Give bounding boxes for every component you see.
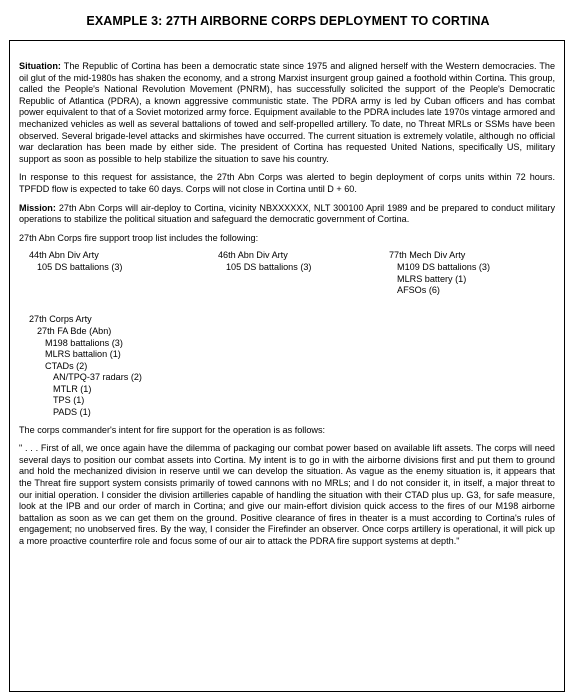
corps-artillery-list: [29, 314, 555, 418]
unit-item: 105 DS battalions (3): [226, 261, 312, 272]
unit-item: 105 DS battalions (3): [37, 261, 123, 272]
unit-name: 46th Abn Div Arty: [218, 250, 288, 261]
situation-paragraph: [19, 61, 555, 165]
div-46-unit: [218, 250, 311, 273]
response-paragraph: In response to this request for assistance, the 27th Abn Corps was alerted to begin deployment of corps units within 72 hours. TPFDD flow is expected to take 60 days. Corps will not close in Cortina until D + 60.: [19, 172, 555, 194]
page-title: EXAMPLE 3: 27TH AIRBORNE CORPS DEPLOYMENT TO CORTINA: [86, 14, 490, 28]
situation-text: The Republic of Cortina has been a democratic state since 1975 and aligned herself with the Western democracies. The oil glut of the mid-1980s has shaken the economy, and a strong Marxist insurgent group gained a foothold within Cortina. This group, called the People's National Revolution Movement (PNRM), has successfully solicited the support of the People's Democratic Republic of Atlantica (PDRA), a known aggressive communistic state. The PDRA army is led by Cuban officers and has combat power equivalent to that of a Soviet motorized army force. Equipment available to the PDRA includes late 1970s vintage armored and mechanized vehicles as well as several battalions of towed and self-propelled artillery. To date, no Threat MRLs or SSMs have been observed. Several brigade-level attacks and skirmishes have occurred. The current situation is extremely volatile, although no official war declaration has been made by either side. The president of Cortina has requested United Nations, specifically US, military support as soon as possible to help stabilize the situation to save his country.: [19, 61, 555, 164]
intent-intro: The corps commander's intent for fire support for the operation is as follows:: [19, 424, 326, 435]
division-artillery-list: [19, 250, 555, 310]
mission-text: 27th Abn Corps will air-deploy to Cortina, vicinity NBXXXXXX, NLT 300100 April 1989 and be prepared to conduct military operations to stabilize the political situation and safeguard the democratic government of Cortina.: [19, 202, 555, 225]
bde-item: CTADs (2): [45, 360, 88, 371]
unit-item: M109 DS battalions (3): [397, 261, 491, 272]
commander-intent-quote: " . . . First of all, we once again have the dilemma of packaging our combat power based on available lift assets. The corps will need several days to position our combat assets into Cortina. My intent is to go in with the airborne divisions first and put them to ground and hold the mechanized division in reserve until we can develop the situation. As vague as the enemy situation is, it appears that the Threat fire support system consists primarily of towed cannons with no MRLs; and I do not consider it, in itself, a major threat to our initial operation. I consider the division artilleries capable of handling the situation with their CTAD plus up. G3, for safe measure, look at the IPB and our order of march in Cortina; and give our main-effort division quick access to the fires of our M198 airborne battalion as soon as we can get them on the ground. Positive clearance of fires in theater is a must according to Cortina's rules of engagement; no unobserved fires. By the way, I consider the Firefinder an observer. Once corps artillery is operational, it will pick up a more proactive counterfire role and focus some of our air to attack the PDRA fire support systems at depth.": [19, 443, 555, 546]
corps-arty-name: 27th Corps Arty: [29, 314, 92, 325]
ctad-item: TPS (1): [53, 395, 85, 406]
bde-item: M198 battalions (3): [45, 337, 123, 348]
unit-item: MLRS battery (1): [397, 273, 467, 284]
unit-name: 44th Abn Div Arty: [29, 250, 99, 261]
unit-item: AFSOs (6): [397, 285, 440, 296]
mission-paragraph: [19, 203, 555, 226]
troop-list-intro: 27th Abn Corps fire support troop list includes the following:: [19, 232, 259, 243]
ctad-item: MTLR (1): [53, 383, 92, 394]
div-77-unit: [389, 250, 490, 296]
fa-bde-name: 27th FA Bde (Abn): [37, 325, 112, 336]
ctad-item: AN/TPQ-37 radars (2): [53, 372, 142, 383]
example-box: [9, 40, 565, 692]
ctad-item: PADS (1): [53, 407, 91, 418]
situation-label: Situation:: [19, 61, 61, 71]
unit-name: 77th Mech Div Arty: [389, 250, 466, 261]
mission-label: Mission:: [19, 202, 56, 213]
bde-item: MLRS battalion (1): [45, 349, 121, 360]
div-44-unit: [29, 250, 122, 273]
